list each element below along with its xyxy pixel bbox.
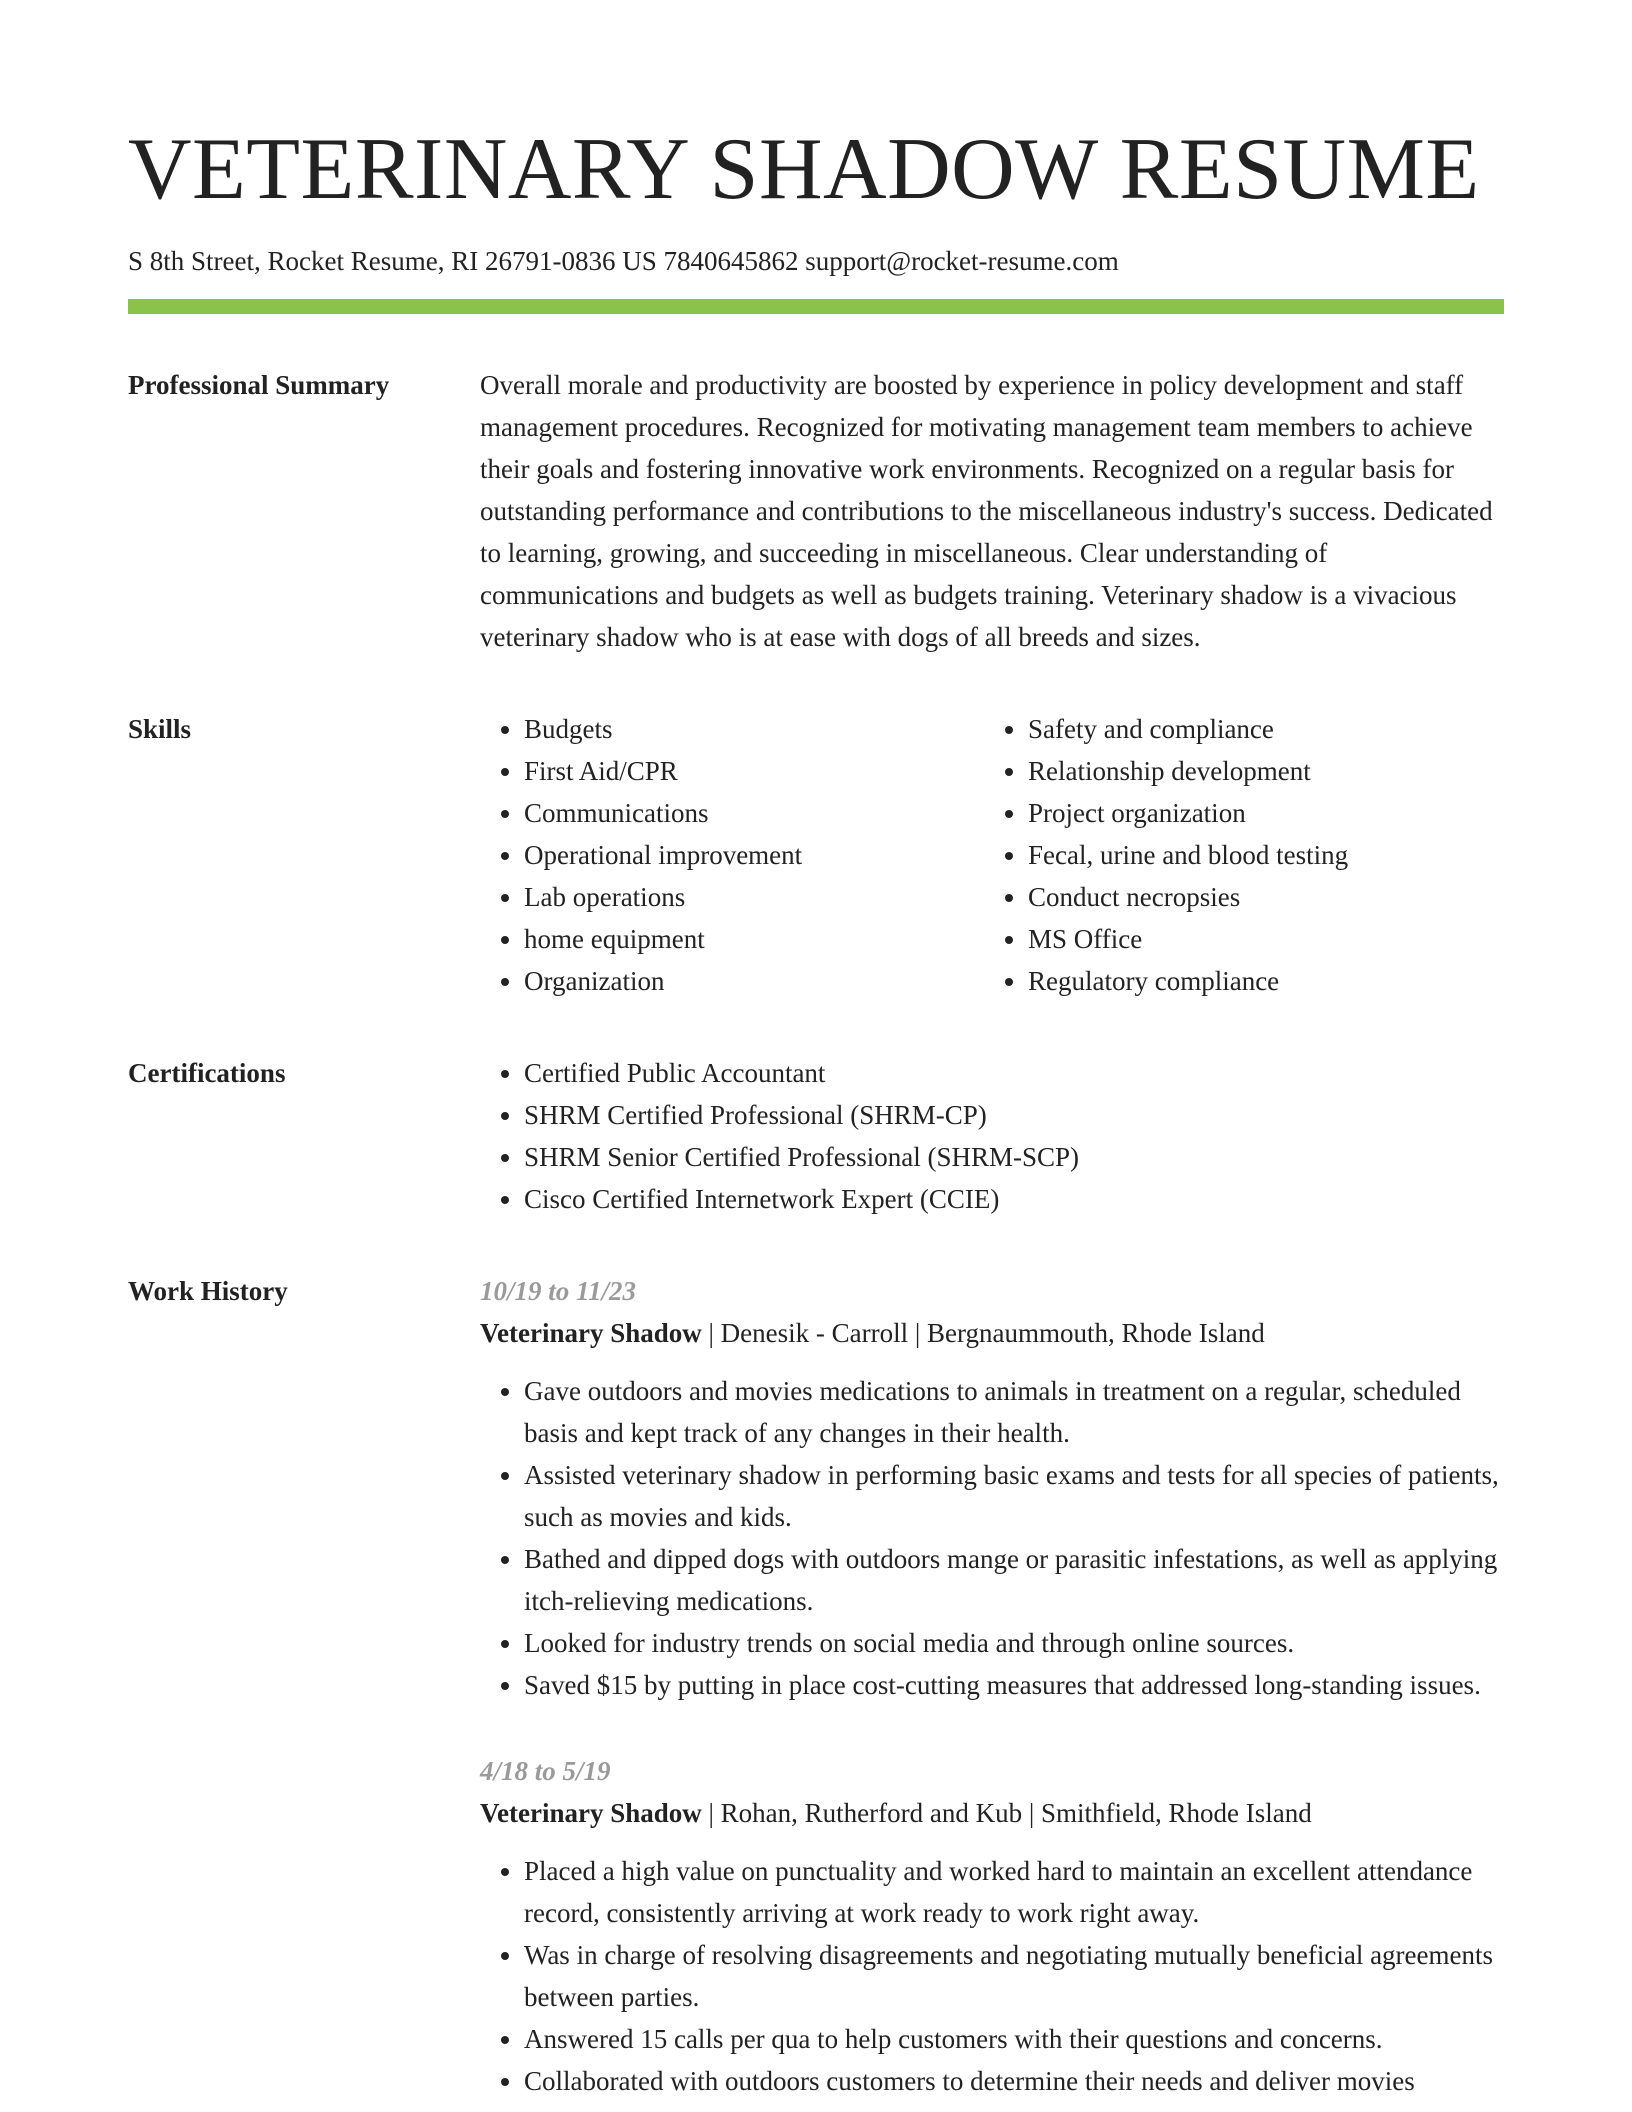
certification-item: • SHRM Certified Professional (SHRM-CP) xyxy=(524,1094,1504,1136)
skill-item: • Budgets xyxy=(524,708,984,750)
skills-list-left xyxy=(480,708,984,1002)
skill-item: • Safety and compliance xyxy=(1028,708,1488,750)
certifications-section xyxy=(128,1052,1504,1220)
job-entry xyxy=(480,1270,1504,1706)
skill-item: • Conduct necropsies xyxy=(1028,876,1488,918)
job-employer: | Rohan, Rutherford and Kub | Smithfield, Rhode Island xyxy=(701,1798,1312,1828)
job-entry xyxy=(480,1750,1504,2102)
certifications-list xyxy=(480,1052,1504,1220)
skill-item: • Regulatory compliance xyxy=(1028,960,1488,1002)
job-bullet: • Assisted veterinary shadow in performing basic exams and tests for all species of patients, such as movies and kids. xyxy=(524,1454,1504,1538)
job-bullet: • Placed a high value on punctuality and worked hard to maintain an excellent attendance record, consistently arriving at work ready to work right away. xyxy=(524,1850,1504,1934)
summary-section xyxy=(128,364,1504,658)
skill-item: • Project organization xyxy=(1028,792,1488,834)
skills-label: Skills xyxy=(128,714,192,744)
resume-page xyxy=(128,0,1504,2102)
job-dates: 4/18 to 5/19 xyxy=(480,1756,611,1786)
skill-item: • Communications xyxy=(524,792,984,834)
skill-item: • First Aid/CPR xyxy=(524,750,984,792)
job-bullet: • Was in charge of resolving disagreements and negotiating mutually beneficial agreements between parties. xyxy=(524,1934,1504,2018)
skill-item: • Organization xyxy=(524,960,984,1002)
skill-item: • home equipment xyxy=(524,918,984,960)
skill-item: • Relationship development xyxy=(1028,750,1488,792)
skill-item: • Fecal, urine and blood testing xyxy=(1028,834,1488,876)
contact-line: S 8th Street, Rocket Resume, RI 26791-0836 US 7840645862 support@rocket-resume.com xyxy=(128,246,1119,276)
job-bullets xyxy=(480,1850,1504,2102)
accent-divider xyxy=(128,299,1504,314)
summary-text: Overall morale and productivity are boosted by experience in policy development and staff management procedures. Recognized for motivating management team members to achieve their goals and fostering innovative work environments. Recognized on a regular basis for outstanding performance and contributions to the miscellaneous industry's success. Dedicated to learning, growing, and succeeding in miscellaneous. Clear understanding of communications and budgets as well as budgets training. Veterinary shadow is a vivacious veterinary shadow who is at ease with dogs of all breeds and sizes. xyxy=(480,370,1493,652)
skills-list-right xyxy=(984,708,1488,1002)
job-dates: 10/19 to 11/23 xyxy=(480,1276,637,1306)
skills-section xyxy=(128,708,1504,1002)
certification-item: • Cisco Certified Internetwork Expert (CCIE) xyxy=(524,1178,1504,1220)
certification-item: • Certified Public Accountant xyxy=(524,1052,1504,1094)
job-bullet: • Gave outdoors and movies medications to animals in treatment on a regular, scheduled basis and kept track of any changes in their health. xyxy=(524,1370,1504,1454)
job-title: Veterinary Shadow xyxy=(480,1798,702,1828)
job-title: Veterinary Shadow xyxy=(480,1318,702,1348)
summary-label: Professional Summary xyxy=(128,370,390,400)
job-bullet: • Collaborated with outdoors customers to determine their needs and deliver movies xyxy=(524,2060,1504,2102)
skill-item: • Operational improvement xyxy=(524,834,984,876)
job-role-line xyxy=(480,1312,1504,1354)
job-bullet: • Saved $15 by putting in place cost-cutting measures that addressed long-standing issues. xyxy=(524,1664,1504,1706)
work-history-label: Work History xyxy=(128,1276,288,1306)
skill-item: • Lab operations xyxy=(524,876,984,918)
job-role-line xyxy=(480,1792,1504,1834)
job-bullet: • Bathed and dipped dogs with outdoors mange or parasitic infestations, as well as applying itch-relieving medications. xyxy=(524,1538,1504,1622)
work-history-section xyxy=(128,1270,1504,2102)
resume-title: VETERINARY SHADOW RESUME xyxy=(128,121,1480,218)
skill-item: • MS Office xyxy=(1028,918,1488,960)
job-bullets xyxy=(480,1370,1504,1706)
certification-item: • SHRM Senior Certified Professional (SHRM-SCP) xyxy=(524,1136,1504,1178)
job-bullet: • Answered 15 calls per qua to help customers with their questions and concerns. xyxy=(524,2018,1504,2060)
job-employer: | Denesik - Carroll | Bergnaummouth, Rhode Island xyxy=(701,1318,1265,1348)
job-bullet: • Looked for industry trends on social media and through online sources. xyxy=(524,1622,1504,1664)
certifications-label: Certifications xyxy=(128,1058,286,1088)
